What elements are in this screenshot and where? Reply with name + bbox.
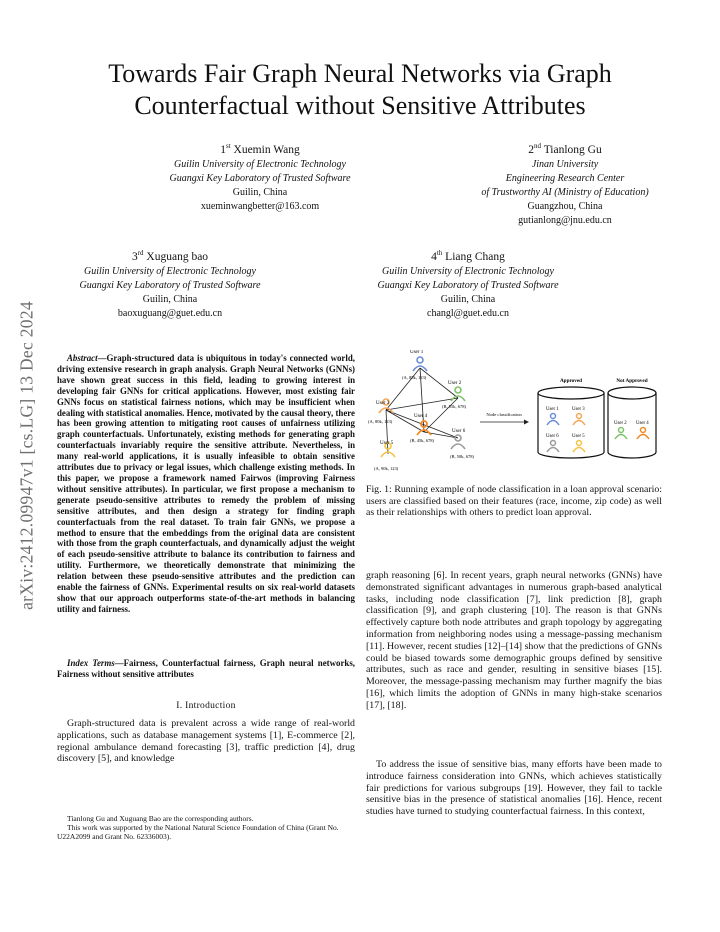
svg-text:User 4: User 4	[636, 421, 649, 426]
not-approved-user-icons	[615, 428, 649, 440]
author-email: xueminwangbetter@163.com	[200, 200, 320, 212]
author-block-3: 3rd Xuguang bao Guilin University of Electronic Technology Guangxi Key Laboratory of Trusted Software Guilin, China baoxuguang@guet.edu.cn	[5, 245, 335, 321]
approved-database-icon	[538, 387, 604, 458]
figure-loan-graph	[366, 350, 662, 475]
author-name: Tianlong Gu	[543, 143, 602, 156]
author-name: Xuguang bao	[146, 250, 209, 263]
user-2-label: User 2	[448, 381, 462, 386]
abstract-text: Graph-structured data is ubiquitous in today's connected world, driving extensive research in graph analysis. Graph Neural Networks (GNNs) have shown great success in this field, leading to growing interest in developing fair GNNs for critical applications. However, most existing fair GNNs focus on statistical fairness notions, which may be insufficient when dealing with statistical anomalies. Hence, motivated by the causal theory, there has been growing attention to mitigating root causes of unfairness utilizing graph counterfactuals. Unfortunately, existing methods for generating graph counterfactuals invariably require the sensitive attribute. Nevertheless, in many real-world applications, it is usually infeasible to obtain sensitive attributes due to privacy or legal issues, which challenge existing methods. In this paper, we propose a framework named Fairwos (improving Fairness without sensitive attributes). In particular, we first propose a mechanism to generate pseudo-sensitive attributes to remedy the problem of missing sensitive attributes, and then design a strategy for finding graph counterfactuals from the real dataset. To train fair GNNs, we propose a method to ensure that the embeddings from the original data are consistent with those from the graph counterfactuals, and dynamically adjust the weight of each pseudo-sensitive attribute to balance its contribution to fairness and utility. Furthermore, we theoretically demonstrate that minimizing the relation between these pseudo-sensitive attributes and the prediction can enable the fairness of GNNs. Experimental results on six real-world datasets show that our approach outperforms state-of-the-art methods in balancing utility and fairness.	[57, 353, 355, 614]
index-terms-label: Index Terms	[67, 658, 115, 668]
user-5-attr: (A, 90k, 123)	[374, 466, 399, 471]
intro-paragraph-right-1: graph reasoning [6]. In recent years, graph neural networks (GNNs) have demonstrated significant advantages in numerous graph-based analytical tasks, including node classification [7], link prediction [8], graph classification [9], and graph clustering [10]. The reason is that GNNs effectively capture both node attributes and graph topology by aggregating information from neighboring nodes using a message-passing mechanism [11]. However, recent studies [12]–[14] show that the predictions of GNNs could be biased towards some demographic groups defined by sensitive attributes, such as race and gender, resulting in sensitive biases [15]. Moreover, the message-passing mechanism may further magnify the bias [16], which limits the adoption of GNNs in many high-stake scenarios [17], [18].	[366, 570, 662, 711]
svg-text:User 3: User 3	[572, 407, 585, 412]
arxiv-identifier: arXiv:2412.09947v1 [cs.LG] 13 Dec 2024	[16, 301, 37, 610]
author-email: changl@guet.edu.cn	[427, 307, 509, 319]
author-name: Liang Chang	[445, 250, 505, 263]
arrow-label: Node classification	[486, 412, 522, 417]
user-3-label: User 3	[376, 401, 390, 406]
user-2-attr: (B, 55k, 678)	[442, 404, 466, 409]
svg-text:User 2: User 2	[614, 421, 627, 426]
user-5-label: User 5	[380, 441, 394, 446]
paper-title	[40, 58, 680, 122]
author-block-1: 1st Xuemin Wang Guilin University of Electronic Technology Guangxi Key Laboratory of Trusted Software Guilin, China xueminwangbetter@163.com	[95, 138, 425, 214]
footnote-corresponding: Tianlong Gu and Xuguang Bao are the corresponding authors.	[67, 814, 254, 823]
abstract-label: Abstract	[67, 353, 98, 363]
approved-title: Approved	[559, 378, 583, 384]
index-terms: Index Terms—Fairness, Counterfactual fairness, Graph neural networks, Fairness without sensitive attributes	[57, 658, 356, 679]
author-block-2: 2nd Tianlong Gu Jinan University Engineering Research Center of Trustworthy AI (Ministry of Education) Guangzhou, China gutianlong@jnu.edu.cn	[400, 138, 720, 228]
author-name: Xuemin Wang	[233, 143, 300, 156]
intro-paragraph-left: Graph-structured data is prevalent across a wide range of real-world applications, such as database management systems [1], E-commerce [2], regional ambulance demand forecasting [3], traffic prediction [4], drug discovery [5], and knowledge	[57, 718, 355, 765]
svg-text:User 6: User 6	[546, 434, 559, 439]
title-line-1: Towards Fair Graph Neural Networks via Graph	[108, 59, 612, 88]
section-title-introduction: I. Introduction	[176, 701, 236, 711]
arrow-head-icon	[524, 420, 529, 425]
figure-caption: Fig. 1: Running example of node classification in a loan approval scenario: users are classified based on their features (race, income, zip code) as well as their relationships with others to predict loan approval.	[366, 484, 662, 519]
author-email: gutianlong@jnu.edu.cn	[518, 214, 612, 226]
footnote-funding: This work was supported by the National Natural Science Foundation of China (Grant No. U22A2099 and Grant No. 62336003).	[57, 823, 339, 841]
index-terms-text: Fairness, Counterfactual fairness, Graph neural networks, Fairness without sensitive attributes	[57, 658, 356, 679]
user-3-attr: (A, 80k, 123)	[368, 419, 393, 424]
user-6-label: User 6	[452, 429, 466, 434]
not-approved-title: Not Approved	[616, 378, 648, 384]
approved-user-icons	[547, 414, 585, 453]
svg-text:User 1: User 1	[546, 407, 559, 412]
abstract: Abstract—Graph-structured data is ubiquitous in today's connected world, driving extensive research in graph analysis. Graph Neural Networks (GNNs) have shown great success in this field, leading to growing interest in developing fair GNNs for critical applications. However, most existing fair GNNs focus on statistical fairness notions, which may be insufficient when dealing with statistical anomalies. Hence, motivated by the causal theory, there has been growing attention to mitigating root causes of unfairness utilizing graph counterfactuals. Unfortunately, existing methods for generating graph counterfactuals invariably require the sensitive attribute. Nevertheless, in many real-world applications, it is usually infeasible to obtain sensitive attributes due to privacy or legal issues, which challenge existing methods. In this paper, we propose a framework named Fairwos (improving Fairness without sensitive attributes). In particular, we first propose a mechanism to generate pseudo-sensitive attributes to remedy the problem of missing sensitive attributes, and then design a strategy for finding graph counterfactuals from the real dataset. To train fair GNNs, we propose a method to ensure that the embeddings from the original data are consistent with those from the graph counterfactuals, and dynamically adjust the weight of each pseudo-sensitive attribute to balance its contribution to fairness and utility. Furthermore, we theoretically demonstrate that minimizing the relation between these pseudo-sensitive attributes and the prediction can enable the fairness of GNNs. Experimental results on six real-world datasets show that our approach outperforms state-of-the-art methods in balancing utility and fairness.	[57, 353, 355, 614]
user-4-attr: (B, 45k, 678)	[410, 438, 434, 443]
author-email: baoxuguang@guet.edu.cn	[117, 307, 223, 319]
user-4-label: User 4	[414, 414, 428, 419]
svg-text:User 5: User 5	[572, 434, 585, 439]
author-block-4: 4th Liang Chang Guilin University of Electronic Technology Guangxi Key Laboratory of Trusted Software Guilin, China changl@guet.edu.cn	[303, 245, 633, 321]
user-6-attr: (B, 50k, 678)	[450, 454, 474, 459]
user-1-label: User 1	[410, 350, 424, 355]
user-1-attr: (A, 85k, 123)	[402, 375, 427, 380]
intro-paragraph-right-2: To address the issue of sensitive bias, many efforts have been made to introduce fairness consideration into GNNs, which achieves statistically fair predictions for various subgroups [19]. However, they fail to tackle sensitive bias in the presence of statistical anomalies [16]. Hence, recent studies have turned to studying counterfactual fairness. In this context,	[366, 759, 662, 818]
title-line-2: Counterfactual without Sensitive Attributes	[134, 91, 586, 120]
